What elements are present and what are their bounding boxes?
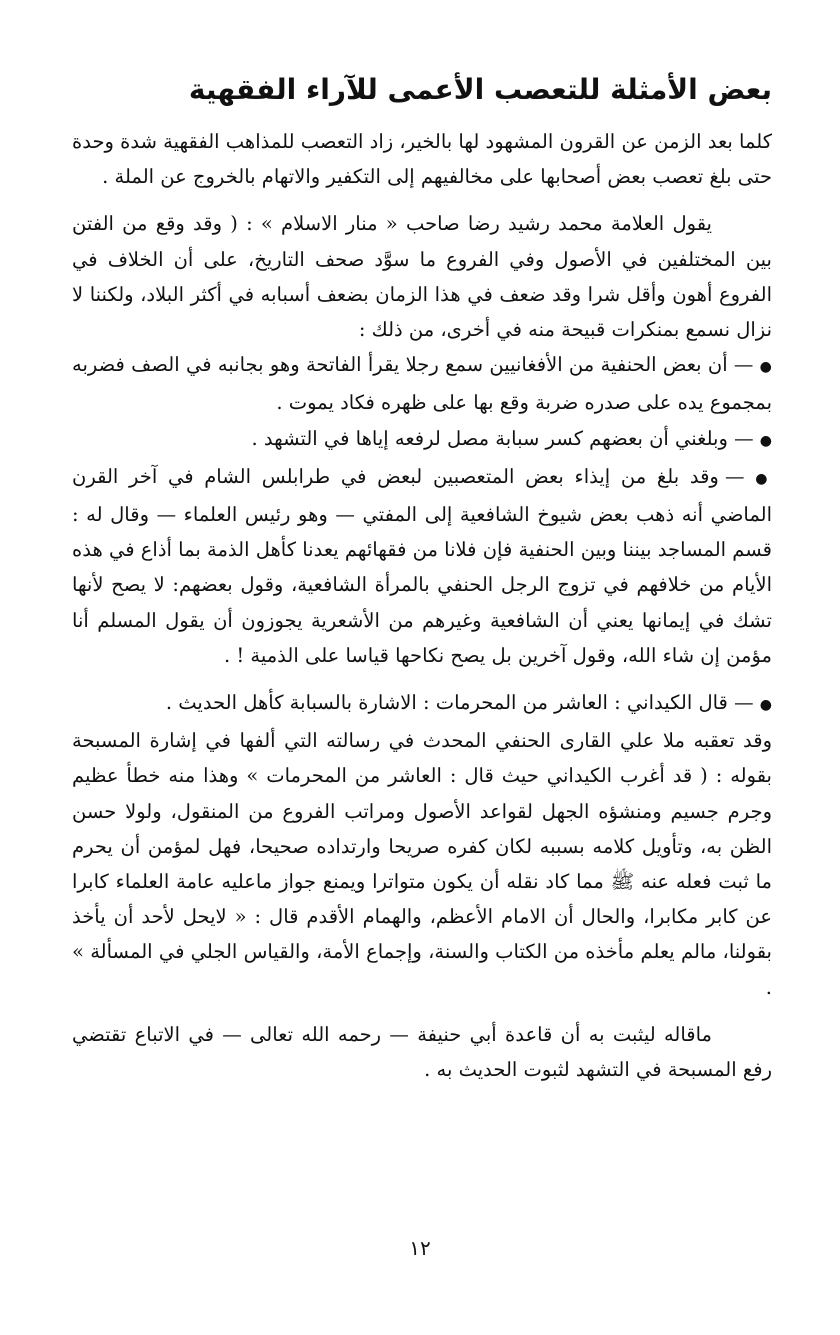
bullet-icon: ● [755,470,773,487]
bullet-item-finger [72,421,772,459]
paragraph-conclusion: ماقاله ليثبت به أن قاعدة أبي حنيفة — رحمه الله تعالى — في الاتباع تقتضي رفع المسبحة في التشهد لثبوت الحديث به . [72,1022,772,1082]
bullet-text: — قال الكيداني : العاشر من المحرمات : الاشارة بالسبابة كأهل الحديث . [165,691,754,715]
page-title: بعض الأمثلة للتعصب الأعمى للآراء الفقهية [188,73,772,106]
bullet-text: — وقد بلغ من إيذاء بعض المتعصبين لبعض في طرابلس الشام في آخر القرن الماضي أنه ذهب بعض شيوخ الشافعية إلى المفتي — وهو رئيس العلماء — وقال له : قسم المساجد بيننا وبين الحنفية فإن فلانا من فقهائهم يعدنا كأهل الذمة بما أذاع في هذه الأيام من خلافهم في تزوج الرجل الحنفي بالمرأة الشافعية، وقول بعضهم: لا يصح لأنها تشك في إيمانها يعني أن الشافعية وغيرهم من الأشعرية يجوزون أن يقول المسلم أنا مؤمن إن شاء الله، وقول آخرين بل يصح نكاحها قياسا على الذمية ! . [72,464,772,667]
bullet-text: — وبلغني أن بعضهم كسر سبابة مصل لرفعه إياها في التشهد . [251,426,754,450]
bullet-item-afghan [72,347,772,420]
bullet-icon: ● [759,697,772,714]
page-number: ١٢ [409,1236,431,1260]
bullet-icon: ● [759,432,772,449]
bullet-item-tripoli [72,459,772,673]
paragraph-qari-response: وقد تعقبه ملا علي القارى الحنفي المحدث في رسالته التي ألفها في إشارة المسبحة بقوله : ( قد أغرب الكيداني حيث قال : العاشر من المحرمات » وهذا منه خطأ عظيم وجرم جسيم ومنشؤه الجهل لقواعد الأصول ومراتب الفروع من المنقول، ولولا حسن الظن به، وتأويل كلامه بسببه لكان كفره صريحا وارتداده صحيحا، فهل لمؤمن أن يحرم ما ثبت فعله عنه ﷺ مما كاد نقله أن يكون متواترا ويمنع جواز ماعليه عامة العلماء كابرا عن كابر مكابرا، والحال أن الامام الأعظم، والهمام الأقدم قال : « لايحل لأحد أن يأخذ بقولنا، مالم يعلم مأخذه من الكتاب والسنة، وإجماع الأمة، والقياس الجلي في المسألة » . [72,729,772,999]
bullet-text: — أن بعض الحنفية من الأفغانيين سمع رجلا يقرأ الفاتحة وهو بجانبه في الصف فضربه بمجموع يده على صدره ضربة وقع بها على ظهره فكاد يموت . [72,353,772,415]
paragraph-intro: كلما بعد الزمن عن القرون المشهود لها بالخير، زاد التعصب للمذاهب الفقهية شدة وحدة حتى بلغ تعصب بعض أصحابها على مخالفيهم إلى التكفير والاتهام بالخروج عن الملة . [72,130,772,189]
bullet-item-kaydani [72,685,772,723]
paragraph-rashid-rida-quote: يقول العلامة محمد رشيد رضا صاحب « منار الاسلام » : ( وقد وقع من الفتن بين المختلفين في الأصول وفي الفروع ما سوَّد صحف التاريخ، على أن الخلاف في الفروع أهون وأقل شرا وقد ضعف في هذا الزمان بضعف أسبابه في أكثر البلاد، ولكننا لا نزال نسمع بمنكرات قبيحة منه في أخرى، من ذلك : [72,212,772,342]
bullet-icon: ● [759,359,772,376]
book-page [72,70,772,1335]
